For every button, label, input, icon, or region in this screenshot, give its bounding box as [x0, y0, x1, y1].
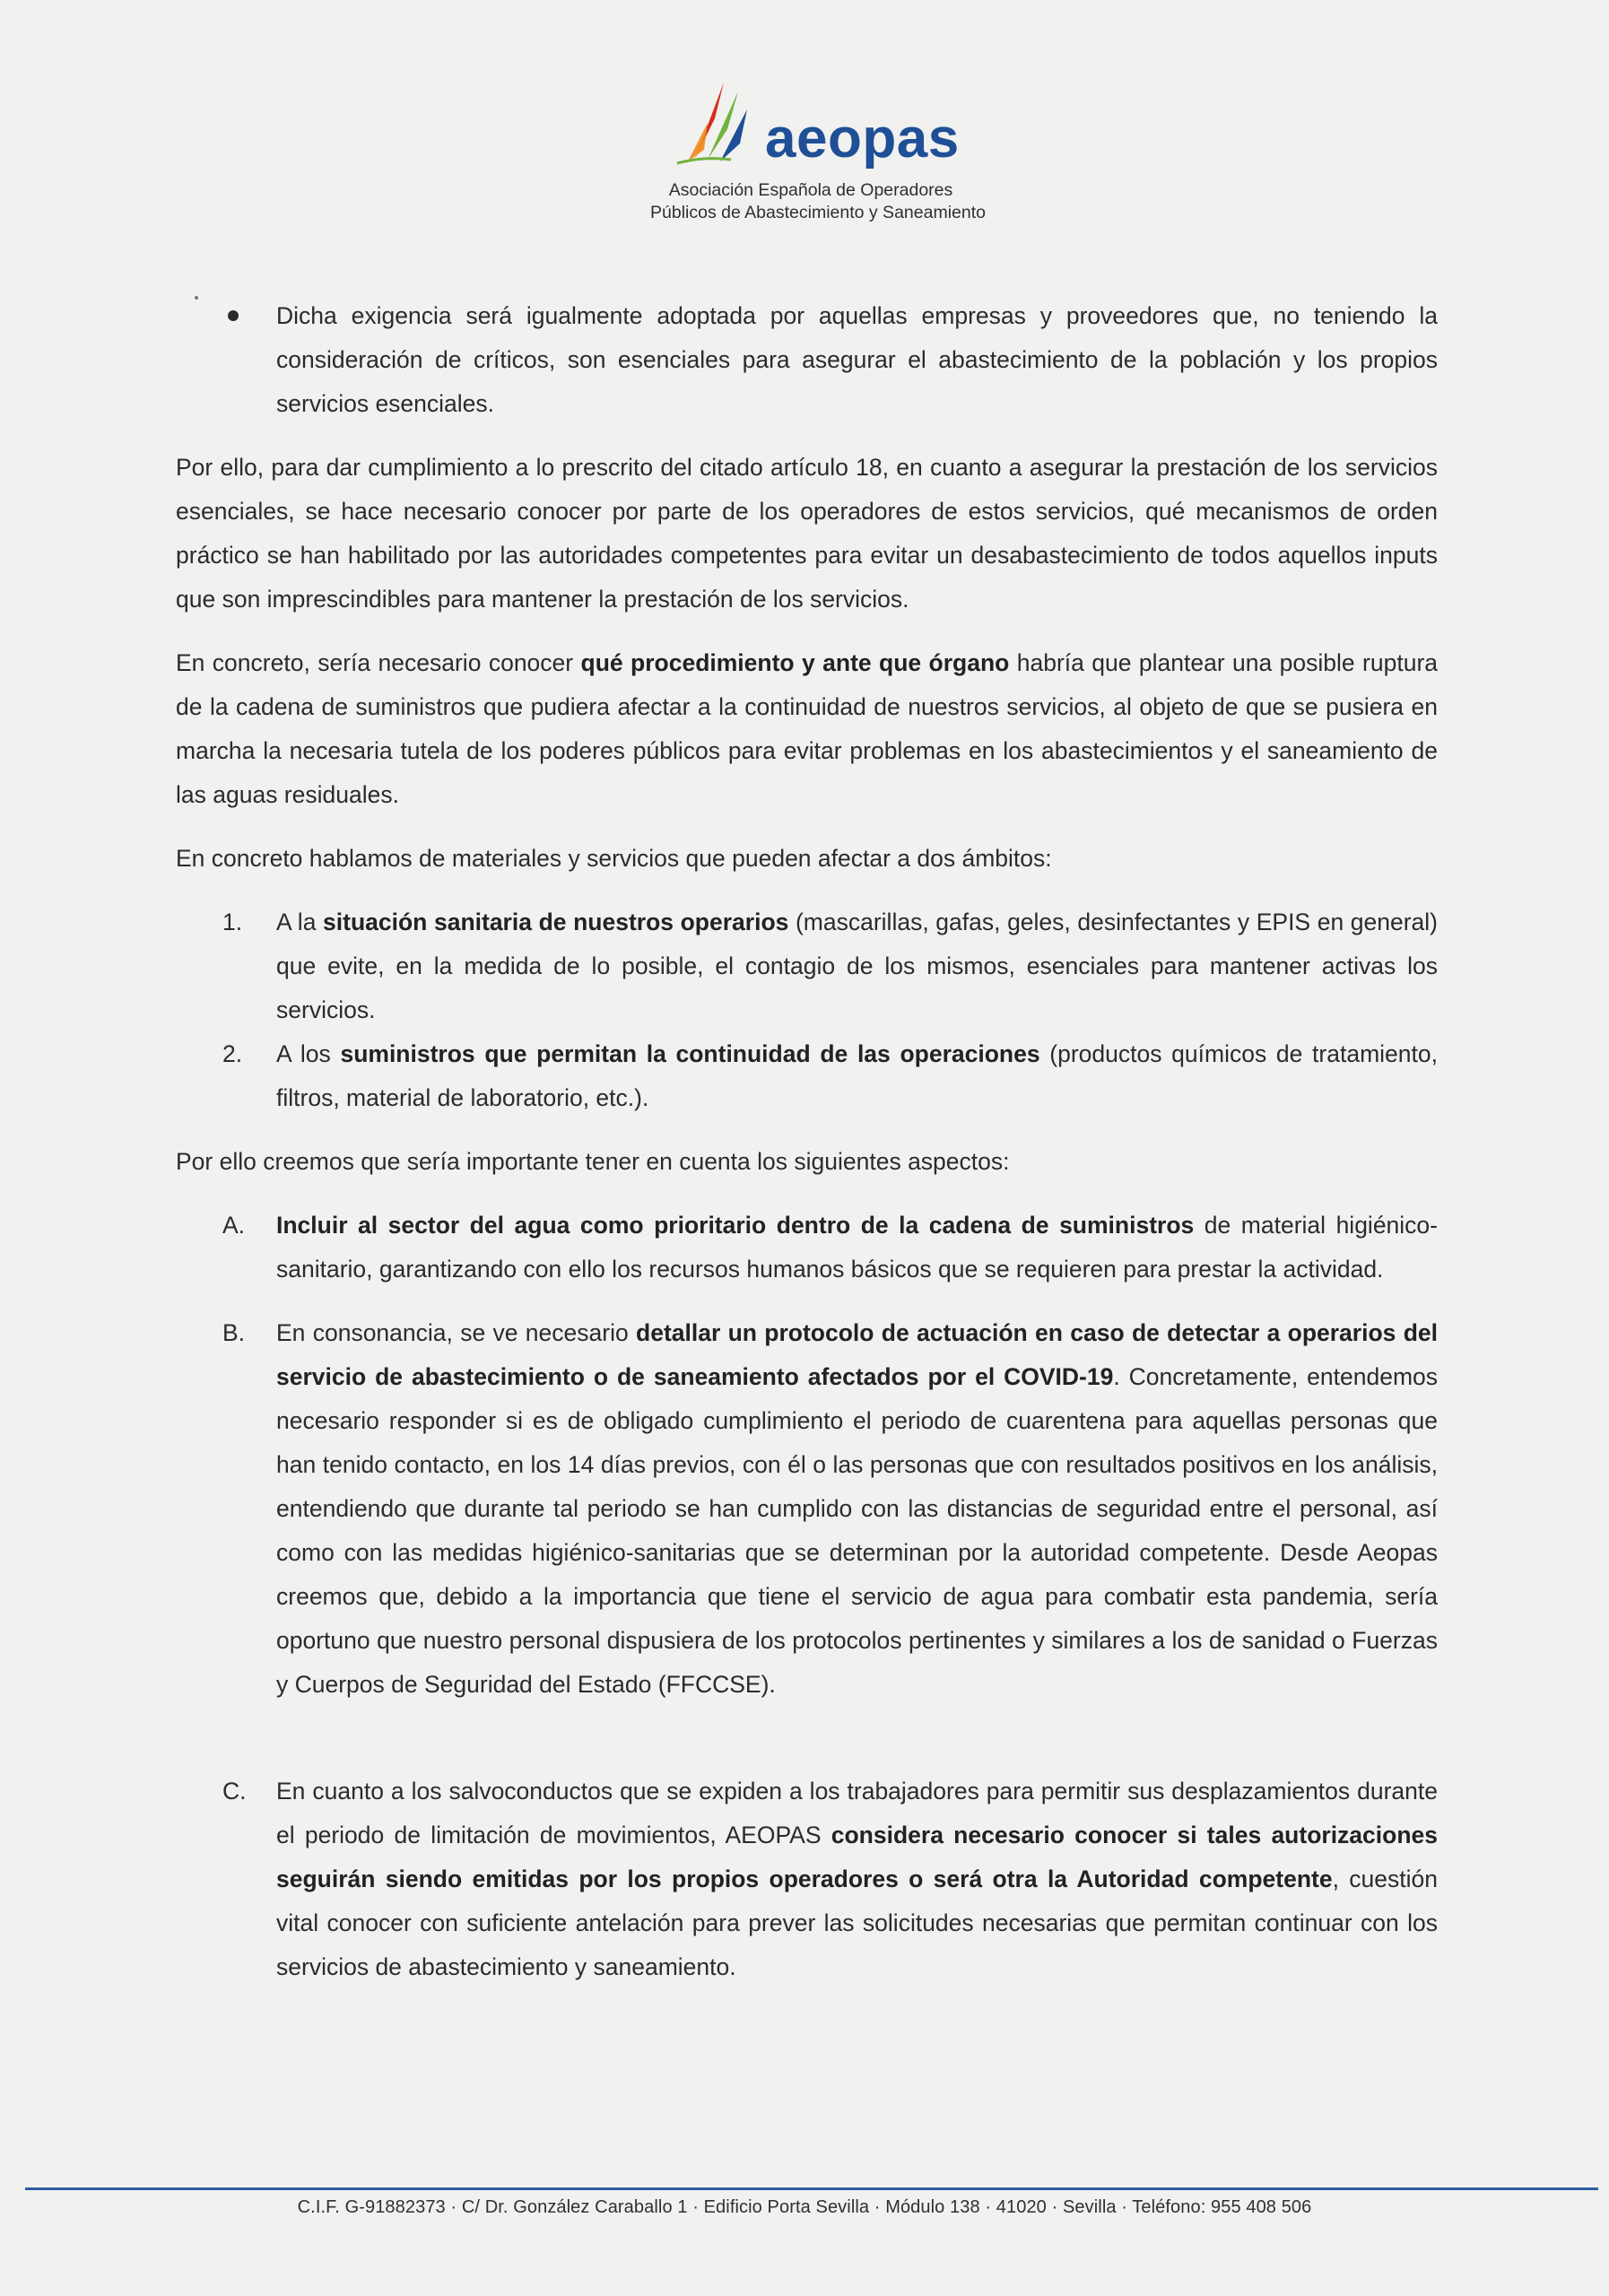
bullet-item [176, 294, 1438, 426]
footer-contact: C.I.F. G-91882373 · C/ Dr. González Caraballo 1 · Edificio Porta Sevilla · Módulo 138 · 41020 · Sevilla · Teléfono: 955 408 506 [297, 2197, 1312, 2217]
lettered-item [176, 1770, 1438, 1989]
text-run: A los [276, 1040, 341, 1067]
water-drops-logo-icon [668, 74, 767, 172]
list-item-text [276, 900, 1438, 1032]
aeopas-logo [668, 74, 973, 172]
bold-text-run: considera necesario conocer si tales autorizaciones seguirán siendo emitidas por los propios operadores o será otra la Autoridad competente [276, 1822, 1438, 1892]
paragraph: En concreto hablamos de materiales y servicios que pueden afectar a dos ámbitos: [176, 845, 1052, 872]
text-run: habría que plantear una posible ruptura de la cadena de suministros que pudiera afectar a la continuidad de nuestros servicios, al objeto de que se pusiera en marcha la necesaria tutela de los poderes públicos para evitar problemas en los abastecimientos y el saneamiento de las aguas residuales. [176, 649, 1439, 808]
bold-text-run: suministros que permitan la continuidad de las operaciones [340, 1040, 1040, 1067]
footer-divider [25, 2187, 1598, 2190]
text-run: (productos químicos de tratamiento, filtros, material de laboratorio, etc.). [276, 1040, 1438, 1111]
numbered-item [176, 900, 1438, 1032]
letter-body [176, 294, 1438, 1989]
org-name-line-2: Públicos de Abastecimiento y Saneamiento [650, 203, 986, 222]
brand-name: aeopas [765, 108, 960, 170]
bullet-icon [228, 310, 239, 321]
numbered-list [176, 900, 1438, 1120]
lettered-item [176, 1311, 1438, 1707]
list-marker: A. [222, 1212, 246, 1239]
bold-text-run: detallar un protocolo de actuación en caso de detectar a operarios del servicio de abastecimiento o de saneamiento afectados por el COVID-19 [276, 1319, 1438, 1390]
lettered-item [176, 1204, 1438, 1292]
text-run: En consonancia, se ve necesario [276, 1319, 637, 1346]
text-run: (mascarillas, gafas, geles, desinfectantes y EPIS en general) que evite, en la medida de lo posible, el contagio de los mismos, esenciales para mantener activas los servicios. [276, 909, 1438, 1023]
list-marker: B. [222, 1319, 246, 1346]
org-name-line-1: Asociación Española de Operadores [668, 180, 953, 200]
list-marker: 2. [222, 1040, 243, 1067]
numbered-item [176, 1032, 1438, 1120]
list-item-text [276, 1032, 1438, 1120]
bold-text-run: situación sanitaria de nuestros operarios [323, 909, 789, 935]
list-marker: C. [222, 1778, 247, 1805]
text-run: , cuestión vital conocer con suficiente antelación para prever las solicitudes necesarias que permitan continuar con los servicios de abastecimiento y saneamiento. [276, 1866, 1438, 1980]
paragraph [176, 641, 1438, 817]
bullet-text: Dicha exigencia será igualmente adoptada por aquellas empresas y proveedores que, no teniendo la consideración de críticos, son esenciales para asegurar el abastecimiento de la población y los propios servicios esenciales. [276, 302, 1438, 417]
text-run: . Concretamente, entendemos necesario responder si es de obligado cumplimiento el periodo de cuarentena para aquellas personas que han tenido contacto, en los 14 días previos, con él o las personas que con resultados positivos en los análisis, entendiendo que durante tal periodo se han cumplido con las distancias de seguridad entre el personal, así como con las medidas higiénico-sanitarias que se determinan por la autoridad competente. Desde Aeopas creemos que, debido a la importancia que tiene el servicio de agua para combatir esta pandemia, sería oportuno que nuestro personal dispusiera de los protocolos pertinentes y similares a los de sanidad o Fuerzas y Cuerpos de Seguridad del Estado (FFCCSE). [276, 1363, 1439, 1698]
text-run: En concreto, sería necesario conocer [176, 649, 581, 676]
list-item-text [276, 1204, 1438, 1292]
list-item-text [276, 1770, 1438, 1989]
list-item-text [276, 1311, 1438, 1707]
text-run: A la [276, 909, 324, 935]
text-run: de material higiénico-sanitario, garantizando con ello los recursos humanos básicos que se requieren para prestar la actividad. [276, 1212, 1438, 1283]
list-marker: 1. [222, 909, 243, 935]
lettered-list [176, 1204, 1438, 1989]
paragraph: Por ello, para dar cumplimiento a lo prescrito del citado artículo 18, en cuanto a asegurar la prestación de los servicios esenciales, se hace necesario conocer por parte de los operadores de estos servicios, qué mecanismos de orden práctico se han habilitado por las autoridades competentes para evitar un desabastecimiento de todos aquellos inputs que son imprescindibles para mantener la prestación de los servicios. [176, 454, 1438, 613]
bold-text-run: Incluir al sector del agua como prioritario dentro de la cadena de suministros [276, 1212, 1195, 1239]
text-run: En cuanto a los salvoconductos que se expiden a los trabajadores para permitir sus desplazamientos durante el periodo de limitación de movimientos, AEOPAS [276, 1778, 1438, 1848]
bold-text-run: qué procedimiento y ante que órgano [580, 649, 1010, 676]
paragraph: Por ello creemos que sería importante tener en cuenta los siguientes aspectos: [176, 1148, 1010, 1175]
